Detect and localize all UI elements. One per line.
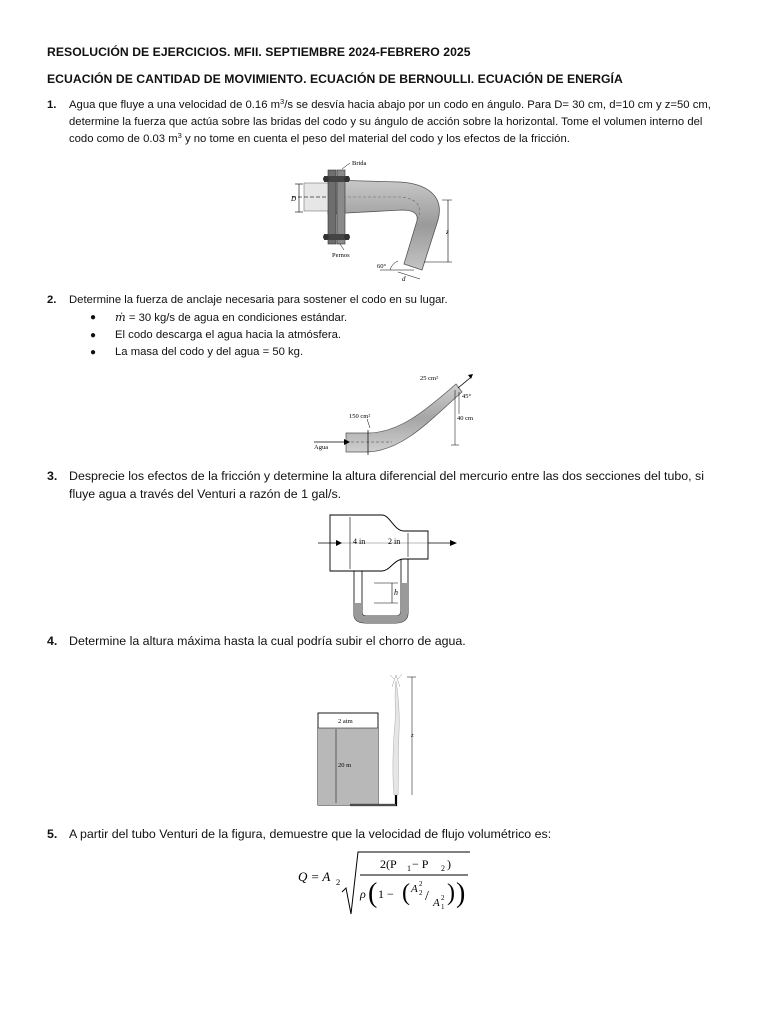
svg-text:): ) [447,880,455,906]
svg-text:(: ( [402,880,410,906]
height-label: 40 cm [457,415,474,422]
dim-d-label: d [402,275,406,282]
list-item: ● ṁ = 30 kg/s de agua en condiciones estándar. [90,311,348,324]
problem-text: Determine la fuerza de anclaje necesaria para sostener el codo en su lugar. [69,294,448,306]
svg-text:2: 2 [419,880,423,888]
formula-numerator: 2(P [380,857,397,871]
problem-text: Determine la altura máxima hasta la cual podría subir el chorro de agua. [69,634,466,648]
tank-jet-figure [310,673,422,811]
problem-text: Agua que fluye a una velocidad de 0.16 $m^3/s$ se desvía hacia abajo por un codo en ángulo. Para D= 30 cm, d=10 cm y z=50 cm, determine la fuerza que actúa sobre las bridas del codo y su ángulo de acción sobre la horizontal. Tome el volumen interno del codo como de 0.03 $m^3$ y no tome en cuenta el peso del material del codo y los efectos de la fricción. [69,97,711,145]
pernos-label: Pernos [332,252,350,259]
svg-text:2: 2 [419,889,423,897]
problem-number: 1. [47,99,57,111]
venturi-figure [318,513,462,625]
list-item: ● El codo descarga el agua hacia la atmósfera. [90,329,342,341]
svg-text:A: A [411,883,418,895]
svg-text:): ) [456,878,466,909]
formula-lhs: Q = A [298,869,331,884]
area-out-label: 25 cm² [420,375,439,382]
svg-text:): ) [447,857,451,871]
elbow-figure [288,158,460,282]
d1-label: 4 in [353,537,366,546]
pressure-label: 2 atm [338,718,353,725]
brida-label: Brida [352,160,367,167]
dim-z-label: z [446,228,449,236]
svg-text:1 −: 1 − [378,887,394,901]
agua-label: Agua [314,444,329,451]
svg-text:2: 2 [336,877,341,887]
area-in-label: 150 cm² [349,413,371,420]
depth-label: 20 m [338,762,352,769]
problem-number: 5. [47,827,58,841]
list-item: ● La masa del codo y del agua = 50 kg. [90,346,304,358]
svg-text:1: 1 [441,903,445,911]
svg-text:2: 2 [441,864,445,873]
svg-text:1: 1 [407,864,411,873]
problem-number: 2. [47,294,57,306]
problem-number: 4. [47,634,58,648]
h-label: h [394,588,398,597]
svg-text:A: A [433,897,440,909]
problem-number: 3. [47,469,58,483]
svg-text:(: ( [368,878,378,909]
z-label: z [411,732,414,739]
nozzle-elbow-figure [312,370,488,456]
document-title: RESOLUCIÓN DE EJERCICIOS. MFII. SEPTIEMBRE 2024-FEBRERO 2025 [47,45,471,59]
problem-text: A partir del tubo Venturi de la figura, demuestre que la velocidad de flujo volumétrico es: [69,827,552,841]
bullet-list [90,309,347,361]
svg-text:− P: − P [412,857,429,871]
problem-text: Desprecie los efectos de la fricción y determine la altura diferencial del mercurio entre las dos secciones del tubo, si fluye agua a través del Venturi a razón de 1 gal/s. [69,469,704,501]
dim-D-label: D [291,195,297,203]
document-subtitle: ECUACIÓN DE CANTIDAD DE MOVIMIENTO. ECUACIÓN DE BERNOULLI. ECUACIÓN DE ENERGÍA [47,72,623,86]
angle-label: 60° [377,263,387,270]
angle-label: 45° [462,393,472,400]
venturi-formula [294,848,484,920]
d2-label: 2 in [388,537,401,546]
formula-rho: ρ [360,887,366,901]
svg-text:2: 2 [441,894,445,902]
svg-text:/: / [425,889,429,904]
